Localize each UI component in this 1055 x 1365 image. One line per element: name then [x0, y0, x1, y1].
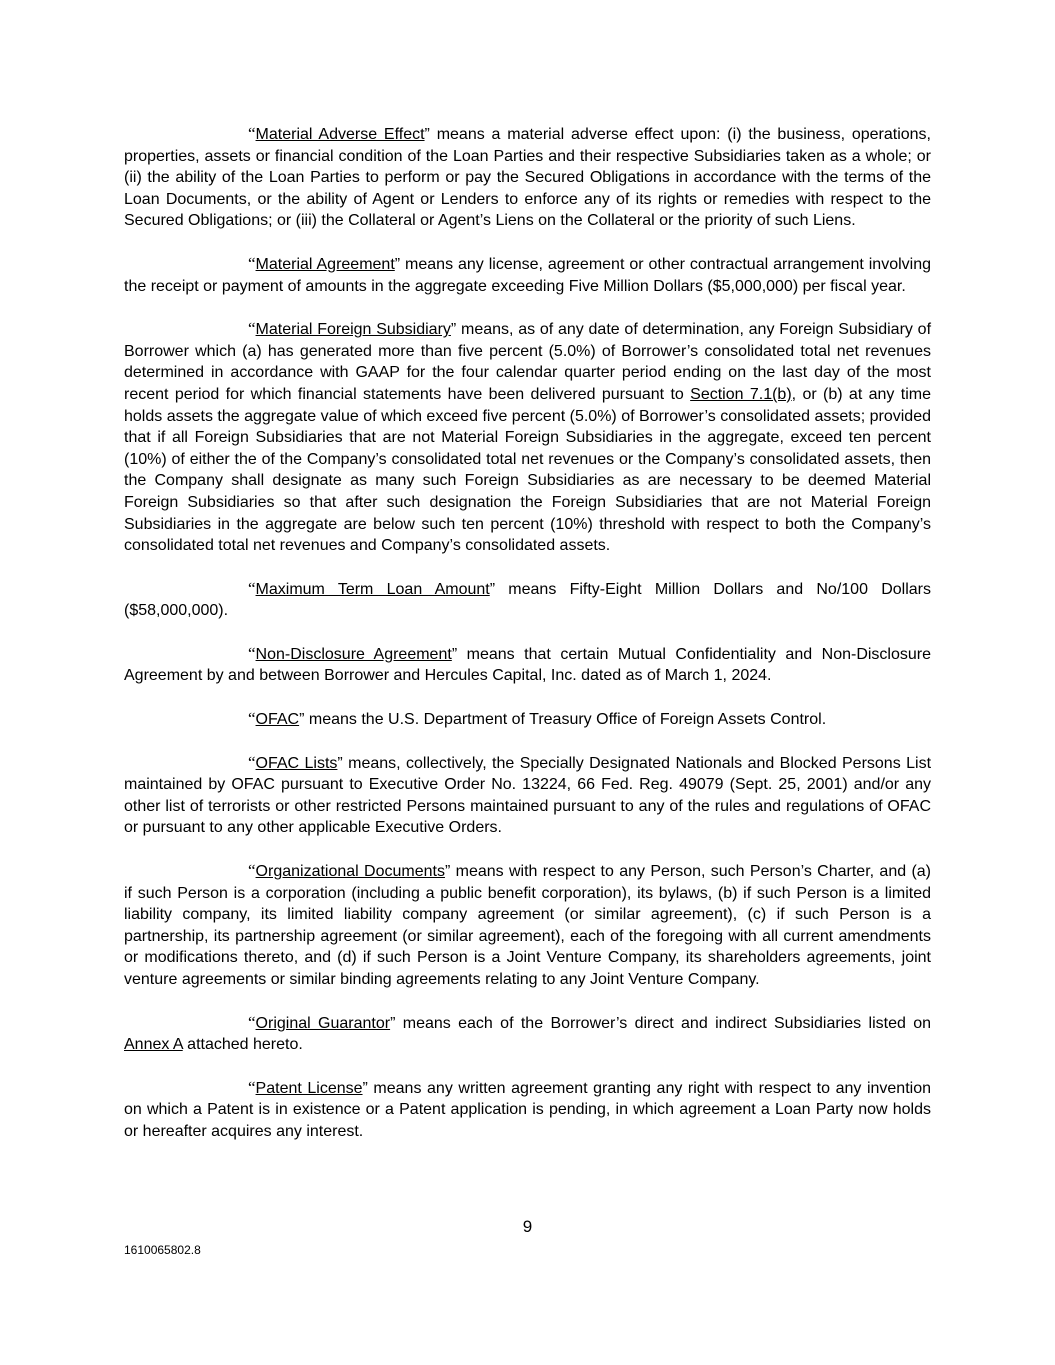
definition-text: ” means the U.S. Department of Treasury Office of Foreign Assets Control.: [299, 711, 827, 729]
defined-term: Material Adverse Effect: [255, 126, 425, 143]
definition-text: ” means Fifty-Eight Million Dollars and No/100 Dollars ($58,000,000).: [124, 580, 931, 620]
open-quote: “: [248, 643, 256, 663]
defined-term: OFAC Lists: [255, 754, 338, 772]
defined-term: Organizational Documents: [255, 863, 445, 881]
definition-text: ” means that certain Mutual Confidentiality and Non-Disclosure Agreement by and between Borrower and Hercules Capital, Inc. dated as of March 1, 2024.: [124, 645, 932, 685]
definition-text: ” means any written agreement granting any right with respect to any invention on which a Patent is in existence or a Patent application is pending, in which agreement a Loan Party now holds or hereafter acquires any interest.: [124, 1079, 931, 1140]
definition-original-guarantor: [124, 1012, 931, 1056]
open-quote: “: [248, 253, 256, 273]
definition-text: ” means, as of any date of determination, any Foreign Subsidiary of Borrower which (a) has generated more than five percent (5.0%) of Borrower’s consolidated total net revenues determined in accordance with GAAP for the four calendar quarter period ending on the last day of the most recent period for which financial statements have been delivered pursuant to: [124, 321, 932, 403]
definition-ofac-lists: [124, 752, 931, 839]
definition-text: ” means, collectively, the Specially Designated Nationals and Blocked Persons List maintained by OFAC pursuant to Executive Order No. 13224, 66 Fed. Reg. 49079 (Sept. 25, 2001) and/or any other list of terrorists or other restricted Persons maintained pursuant to any of the rules and regulations of OFAC or pursuant to any other applicable Executive Orders.: [124, 754, 932, 837]
document-id: 1610065802.8: [124, 1243, 201, 1257]
defined-term: OFAC: [255, 711, 300, 729]
open-quote: “: [248, 752, 256, 772]
defined-term: Material Foreign Subsidiary: [255, 321, 451, 339]
definition-text: ” means each of the Borrower’s direct and indirect Subsidiaries listed on: [390, 1014, 932, 1032]
definition-text: , or (b) at any time holds assets the aggregate value of which exceed five percent (5.0%) of Borrower’s consolidated assets; provided that if all Foreign Subsidiaries that are not Material Foreign Subsidiaries in the aggregate, exceed ten percent (10%) of either the of the Company’s consolidated total net revenues or the Company’s consolidated assets, then the Company shall designate as many such Foreign Subsidiaries as are necessary to be deemed Material Foreign Subsidiaries so that after such designation the Foreign Subsidiaries that are not Material Foreign Subsidiaries in the aggregate are below such ten percent (10%) threshold with respect to both the Company’s consolidated total net revenues and Company’s consolidated assets.: [124, 385, 931, 555]
definition-text: attached hereto.: [182, 1036, 303, 1054]
defined-term: Original Guarantor: [255, 1014, 391, 1032]
definition-text: ” means a material adverse effect upon: (i) the business, operations, properties, assets or financial condition of the Loan Parties and their respective Subsidiaries taken as a whole; or (ii) the ability of the Loan Parties to perform or pay the Secured Obligations in accordance with the terms of the Loan Documents, or the ability of Agent or Lenders to enforce any of its rights or remedies with respect to the Secured Obligations; or (iii) the Collateral or Agent’s Liens on the Collateral or the priority of such Liens.: [124, 126, 931, 230]
open-quote: “: [248, 709, 256, 729]
annex-reference: Annex A: [124, 1036, 183, 1054]
open-quote: “: [248, 861, 256, 881]
definition-ofac: [124, 708, 931, 731]
defined-term: Non-Disclosure Agreement: [255, 645, 452, 663]
definition-patent-license: [124, 1077, 931, 1143]
definition-text: ” means with respect to any Person, such Person’s Charter, and (a) if such Person is a corporation (including a public benefit corporation), its bylaws, (b) if such Person is a limited liability company, its limited liability company agreement (or similar agreement), (c) if such Person is a partnership, its partnership agreement (or similar agreement), each of the foregoing with all current amendments or modifications thereto, and (d) if such Person is a Joint Venture Company, its shareholders agreements, joint venture agreements or similar binding agreements relating to any Joint Venture Company.: [124, 863, 931, 988]
definition-material-foreign-subsidiary: [124, 318, 931, 557]
open-quote: “: [248, 1077, 256, 1097]
defined-term: Patent License: [255, 1079, 363, 1097]
definition-non-disclosure-agreement: [124, 643, 931, 687]
definition-text: ” means any license, agreement or other contractual arrangement involving the receipt or payment of amounts in the aggregate exceeding Five Million Dollars ($5,000,000) per fiscal year.: [124, 255, 932, 295]
definition-organizational-documents: [124, 860, 931, 991]
section-reference: Section 7.1(b): [690, 385, 792, 403]
definition-material-agreement: [124, 253, 931, 297]
definition-maximum-term-loan-amount: [124, 578, 931, 622]
defined-term: Material Agreement: [255, 255, 395, 273]
open-quote: “: [248, 319, 256, 339]
defined-term: Maximum Term Loan Amount: [255, 580, 490, 598]
open-quote: “: [248, 1012, 256, 1032]
open-quote: “: [248, 124, 256, 143]
definition-material-adverse-effect: [124, 123, 931, 232]
open-quote: “: [248, 578, 256, 598]
document-body: [124, 123, 931, 1164]
page-number: 9: [522, 1217, 533, 1236]
